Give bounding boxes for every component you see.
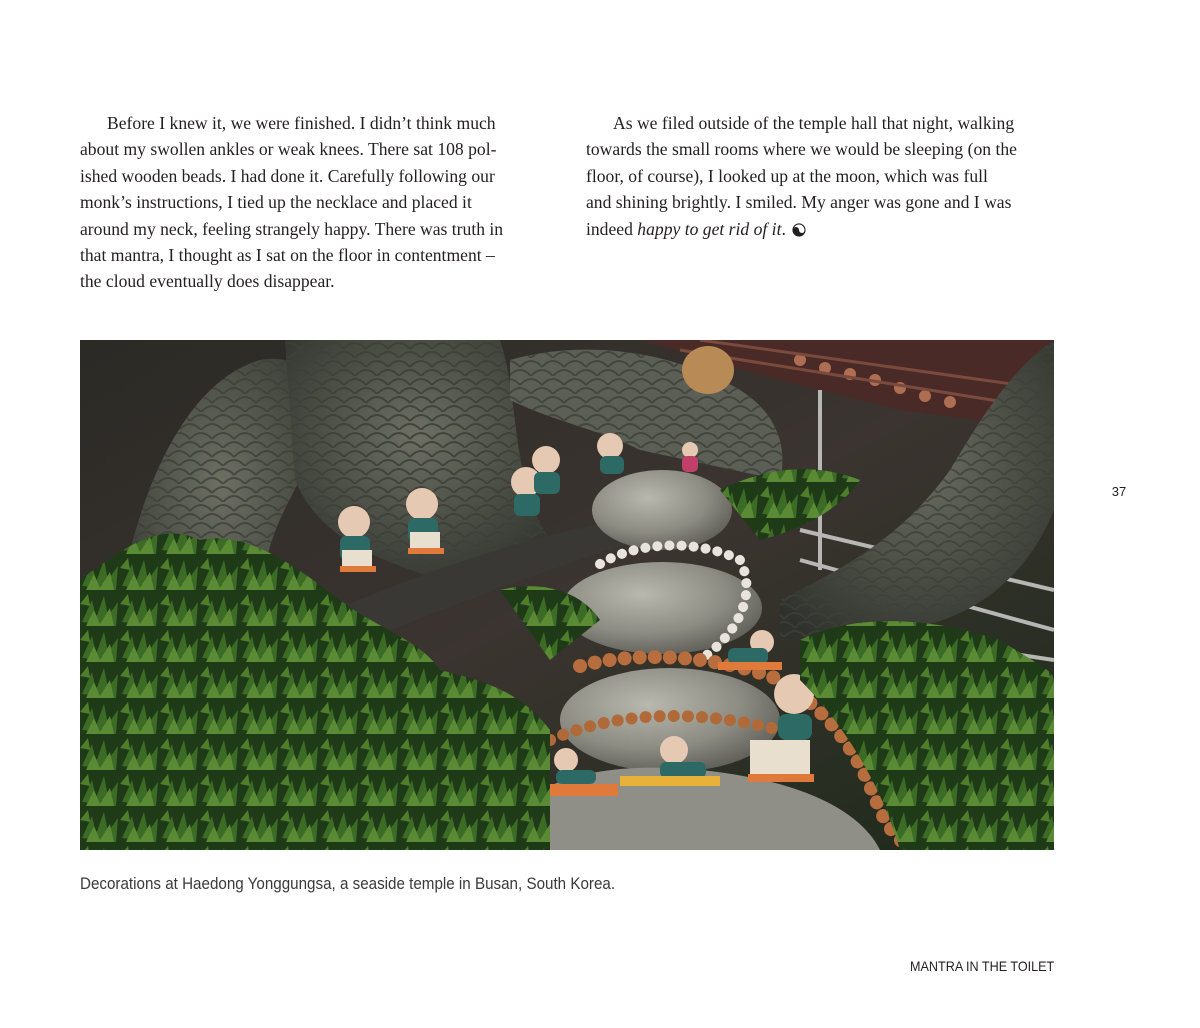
paragraph-line: and shining brightly. I smiled. My anger was gone and I was xyxy=(586,192,1012,213)
body-text-left-column xyxy=(80,110,542,295)
paragraph-line: towards the small rooms where we would be sleeping (on the xyxy=(586,139,1017,160)
temple-decorations-photo xyxy=(80,340,1054,850)
body-text-right-column xyxy=(586,110,1048,242)
paragraph-line: the cloud eventually does disappear. xyxy=(80,271,335,292)
paragraph-line: ished wooden beads. I had done it. Carefully following our xyxy=(80,165,495,186)
photo-illustration xyxy=(80,340,1054,850)
italic-phrase: happy to get rid of it xyxy=(637,218,782,239)
paragraph-last-line xyxy=(586,216,1048,242)
running-footer: MANTRA IN THE TOILET xyxy=(909,958,1054,974)
paragraph-line: As we filed outside of the temple hall that night, walking xyxy=(613,113,1015,133)
yin-yang-icon xyxy=(792,223,806,237)
page-number: 37 xyxy=(1111,484,1127,499)
last-line-suffix: . xyxy=(781,218,786,239)
photo-caption: Decorations at Haedong Yonggungsa, a seaside temple in Busan, South Korea. xyxy=(80,875,616,893)
last-line-prefix: indeed xyxy=(586,218,638,239)
paragraph-line: that mantra, I thought as I sat on the floor in contentment – xyxy=(80,245,495,266)
paragraph-line: floor, of course), I looked up at the moon, which was full xyxy=(586,165,988,186)
paragraph-line: around my neck, feeling strangely happy. There was truth in xyxy=(80,218,504,239)
paragraph-line: monk’s instructions, I tied up the necklace and placed it xyxy=(80,192,472,213)
paragraph-line: about my swollen ankles or weak knees. There sat 108 pol- xyxy=(80,139,497,160)
paragraph-line: Before I knew it, we were finished. I didn’t think much xyxy=(107,113,496,133)
